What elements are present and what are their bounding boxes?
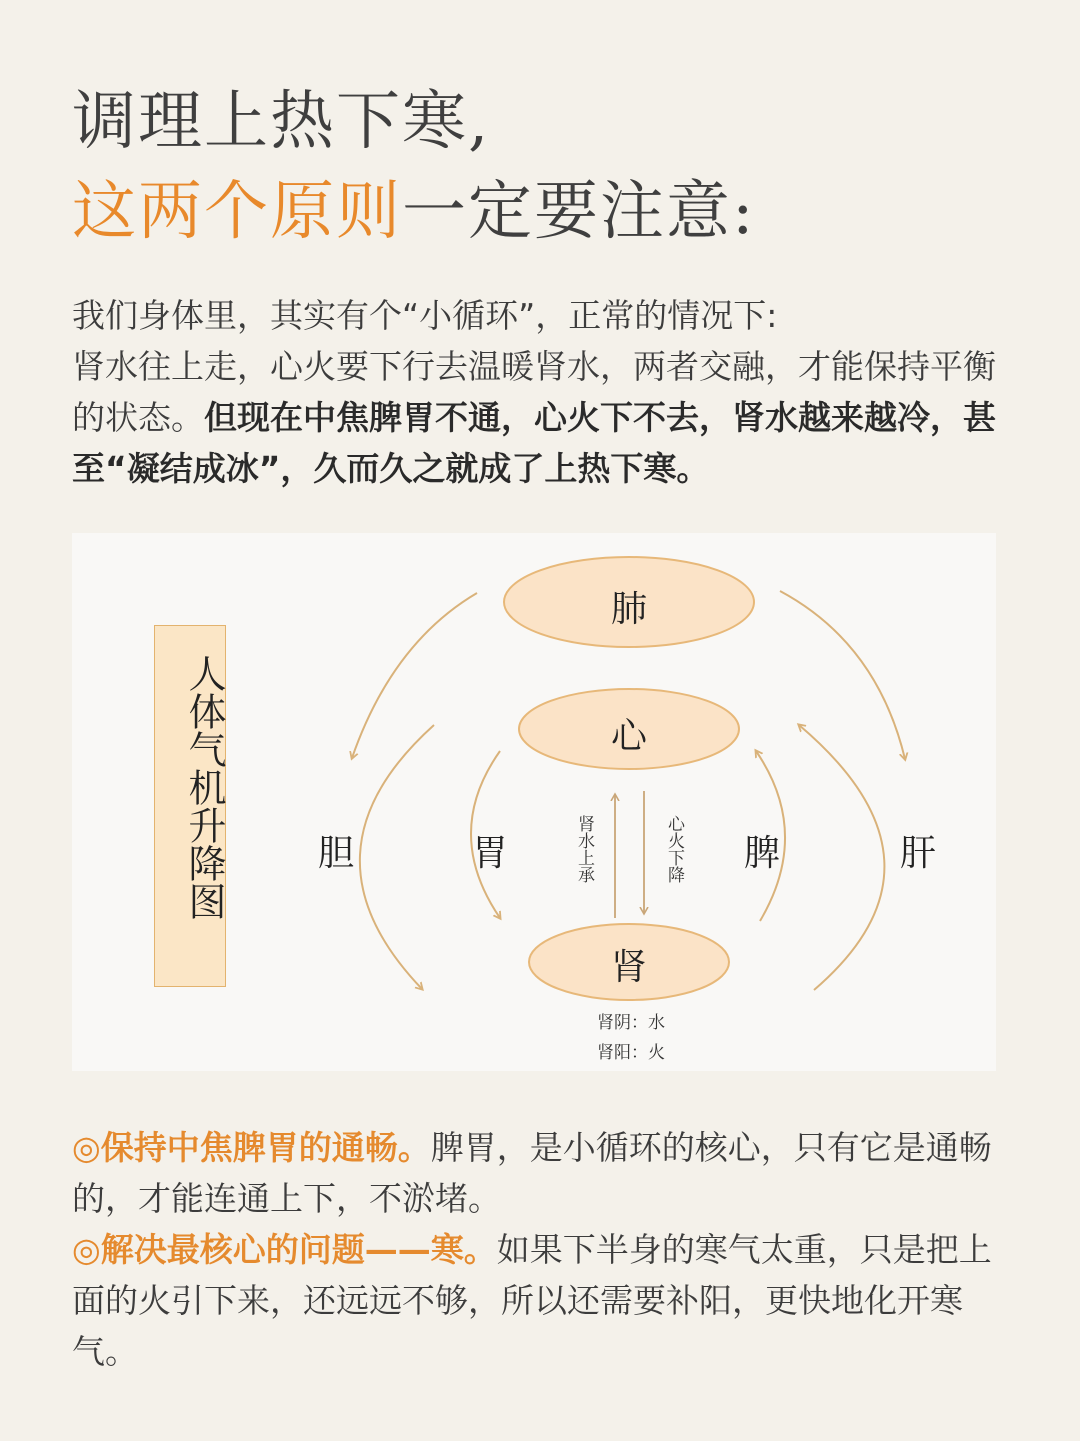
arrow-gallbladder-down [360, 725, 434, 989]
arrow-lung-to-liver [780, 591, 905, 759]
title-line-1: 调理上热下寒, [72, 85, 491, 159]
intro-line-1: 我们身体里，其实有个“小循环”，正常的情况下: [72, 296, 778, 335]
principle-1-title: ◎保持中焦脾胃的通畅。 [72, 1128, 431, 1167]
principle-2-title: ◎解决最核心的问题——寒。 [72, 1230, 497, 1269]
liver-label: 肝 [900, 833, 937, 874]
intro-normal-text: 肾水往上走，心火要下行去温暖肾水，两者交融，才能保持平衡的状态。 [72, 347, 996, 437]
heart-label: 心 [610, 716, 647, 757]
arrow-liver-up [799, 725, 884, 990]
diagram-title: 人体气机升降图 [182, 654, 226, 920]
title-line-2 [72, 172, 756, 252]
kidney-water-up-label: 肾水上承 [574, 815, 594, 883]
stomach-label: 胃 [472, 833, 509, 874]
spleen-label: 脾 [744, 833, 781, 874]
diagram-svg [72, 533, 996, 1071]
gallbladder-label: 胆 [318, 833, 355, 874]
kidney-yin-note: 肾阴：水 [597, 1013, 665, 1033]
kidney-yang-note: 肾阳：火 [597, 1043, 665, 1063]
intro-bold-text: 但现在中焦脾胃不通，心火下不去，肾水越来越冷，甚至“凝结成冰”，久而久之就成了上热下寒。 [72, 398, 996, 488]
principle-1-text: 脾胃，是小循环的核心，只有它是通畅的，才能连通上下，不淤堵。 [72, 1128, 992, 1218]
title-highlight: 这两个原则 [72, 175, 402, 249]
lung-label: 肺 [610, 589, 647, 630]
intro-paragraph [72, 290, 1008, 494]
title-rest: 一定要注意: [402, 175, 756, 249]
kidney-label: 肾 [610, 947, 647, 988]
principles-list [72, 1122, 1008, 1377]
heart-fire-down-label: 心火下降 [664, 815, 684, 883]
arrow-lung-to-gallbladder [352, 593, 477, 758]
principle-2-text: 如果下半身的寒气太重，只是把上面的火引下来，还远远不够，所以还需要补阳，更快地化开寒气。 [72, 1230, 992, 1371]
qi-diagram [72, 533, 996, 1071]
